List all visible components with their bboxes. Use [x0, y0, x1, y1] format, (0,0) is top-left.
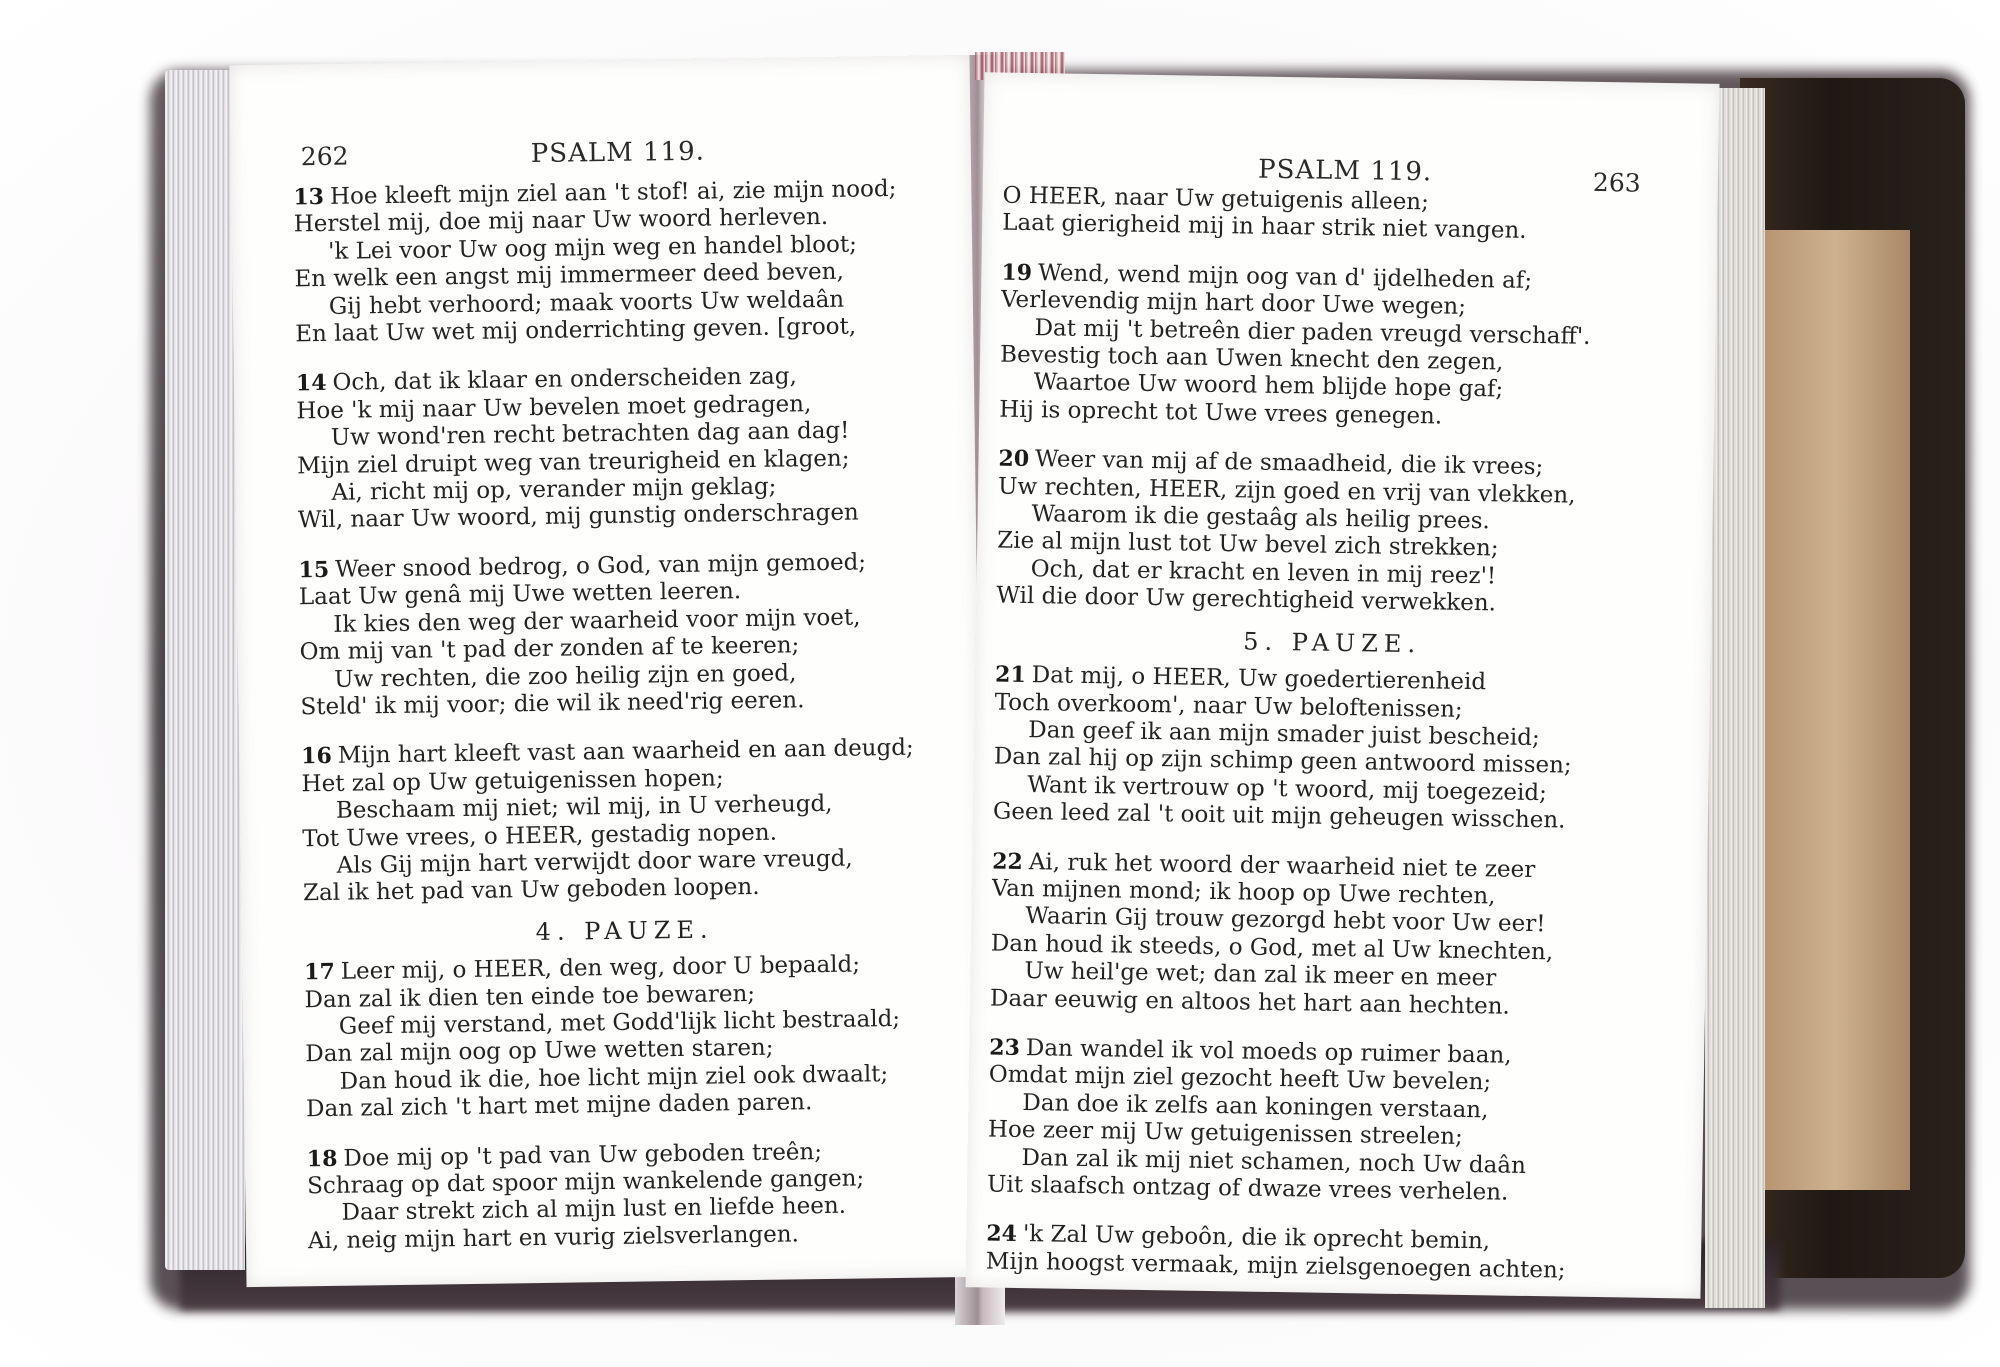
verse-text: Uw heil'ge wet; dan zal ik meer en meer [1024, 958, 1497, 992]
verse-text: Waarom ik die gestaâg als heilig prees. [1031, 501, 1491, 535]
pauze-heading: 4. PAUZE. [535, 915, 714, 946]
stanza-number: 13 [293, 183, 325, 211]
verse-text: Wil die door Uw gerechtigheid verwekken. [996, 582, 1497, 617]
stanza [298, 548, 942, 721]
verse-text: Zie al mijn lust tot Uw bevel zich strekken; [997, 528, 1499, 562]
verse-text: Dat mij, o HEER, Uw goedertierenheid [1031, 662, 1487, 696]
right-page-text [985, 183, 1675, 1309]
stanza [996, 446, 1671, 621]
verse-text: Steld' ik mij voor; die wil ik need'rig eeren. [300, 687, 805, 721]
stanza-number: 16 [300, 743, 332, 770]
verse-text: Uw wond'ren recht betrachten dag aan dag! [330, 417, 850, 452]
verse-text: Mijn hoogst vermaak, mijn zielsgenoegen achten; [985, 1248, 1566, 1284]
verse-text: Doe mij op 't pad van Uw geboden treên; [343, 1138, 823, 1172]
verse-text: Herstel mij, doe mij naar Uw woord herleven. [293, 204, 829, 238]
verse-text: Bevestig toch aan Uwen knecht den zegen, [999, 341, 1504, 376]
verse-text: Mijn ziel druipt weg van treurigheid en klagen; [296, 445, 850, 479]
verse-text: Wil, naar Uw woord, mij gunstig onderschragen [297, 499, 859, 534]
verse-text: Toch overkoom', naar Uw beloftenissen; [994, 689, 1463, 723]
verse-text: En laat Uw wet mij onderrichting geven. [groot, [295, 313, 857, 348]
stanza [296, 362, 940, 535]
stanza [307, 1137, 950, 1256]
verse-text: Ai, neig mijn hart en vurig zielsverlangen. [307, 1221, 800, 1255]
verse-text: 'k Lei voor Uw oog mijn weg en handel bloot; [327, 231, 858, 265]
stanza-number: 23 [989, 1034, 1021, 1061]
verse-text: Dan zal ik mij niet schamen, noch Uw daân [1021, 1144, 1527, 1179]
stanza [1002, 183, 1676, 248]
verse-text: Om mij van 't pad der zonden af te keeren; [299, 632, 800, 666]
left-page [230, 55, 987, 1287]
verse-text: Geen leed zal 't ooit uit mijn geheugen wisschen. [992, 798, 1566, 834]
verse-text: Uw rechten, die zoo heilig zijn en goed, [333, 659, 797, 693]
pauze-heading: 5. PAUZE. [1243, 627, 1422, 658]
verse-text: Ik kies den weg der waarheid voor mijn voet, [333, 604, 861, 638]
verse-text: Hoe kleeft mijn ziel aan 't stof! ai, zie mijn nood; [329, 175, 897, 210]
stanza [999, 259, 1674, 434]
verse-text: Het zal op Uw getuigenissen hopen; [301, 765, 724, 798]
verse-text: 'k Zal Uw geboôn, die ik oprecht bemin, [1022, 1221, 1491, 1255]
verse-text: Dan geef ik aan mijn smader juist bescheid; [1028, 716, 1540, 752]
verse-text: Hoe zeer mij Uw getuigenissen streelen; [987, 1116, 1463, 1151]
verse-text: Och, dat ik klaar en onderscheiden zag, [332, 363, 798, 397]
stanza-number: 18 [306, 1145, 338, 1172]
verse-text: Schraag op dat spoor mijn wankelende gangen; [306, 1165, 865, 1200]
verse-text: Wend, wend mijn oog van d' ijdelheden af; [1037, 259, 1533, 294]
stanza [990, 848, 1665, 1023]
verse-text: Hoe 'k mij naar Uw bevelen moet gedragen, [296, 390, 812, 425]
stanza-number: 15 [298, 556, 330, 584]
verse-text: Leer mij, o HEER, den weg, door U bepaald; [340, 951, 861, 985]
page-number: 263 [1592, 167, 1641, 198]
verse-text: Ai, richt mij op, verander mijn geklag; [331, 473, 777, 506]
verse-text: Laat gierigheid mij in haar strik niet vangen. [1002, 210, 1527, 245]
verse-text: Van mijnen mond; ik hoop op Uwe rechten, [991, 875, 1496, 910]
verse-text: Dan houd ik die, hoe licht mijn ziel ook dwaalt; [339, 1060, 889, 1095]
right-page [966, 72, 1720, 1298]
verse-text: Dan zal mijn oog op Uwe wetten staren; [305, 1035, 774, 1068]
stanza [987, 1034, 1662, 1209]
verse-text: Hij is oprecht tot Uwe vrees genegen. [999, 396, 1443, 430]
stanza [304, 950, 948, 1123]
stanza-number: 21 [994, 661, 1026, 689]
verse-text: Ai, ruk het woord der waarheid niet te zeer [1028, 848, 1536, 883]
verse-text: Beschaam mij niet; wil mij, in U verheugd, [335, 791, 833, 824]
verse-text: Dan zal hij op zijn schimp geen antwoord missen; [993, 743, 1572, 779]
verse-text: Dan houd ik steeds, o God, met al Uw knechten, [990, 930, 1554, 966]
stanza-number: 22 [991, 848, 1024, 875]
verse-text: Als Gij mijn hart verwijdt door ware vreugd, [336, 845, 853, 879]
verse-text: Verlevendig mijn hart door Uwe wegen; [1000, 286, 1467, 321]
verse-text: Omdat mijn ziel gezocht heeft Uw bevelen; [988, 1061, 1492, 1096]
verse-text: Dan zal ik dien ten einde toe bewaren; [304, 980, 756, 1013]
stanza-number: 14 [295, 370, 327, 397]
verse-text: Uit slaafsch ontzag of dwaze vrees verhelen. [986, 1171, 1509, 1206]
verse-text: Waarin Gij trouw gezorgd hebt voor Uw eer! [1025, 903, 1546, 938]
verse-text: Och, dat er kracht en leven in mij reez'! [1030, 555, 1497, 590]
verse-text: En welk een angst mij immermeer deed beven, [294, 258, 844, 293]
verse-text: Tot Uwe vrees, o HEER, gestadig nopen. [302, 819, 778, 852]
verse-text: Uw rechten, HEER, zijn goed en vrij van vlekken, [997, 473, 1576, 509]
verse-text: Zal ik het pad van Uw geboden loopen. [302, 874, 760, 907]
stanza [293, 175, 937, 348]
stanza [986, 1221, 1660, 1286]
stanza-number: 19 [1001, 259, 1033, 286]
stanza-number: 17 [303, 959, 335, 986]
verse-text: Want ik vertrouw op 't woord, mij toegezeid; [1027, 771, 1548, 806]
verse-text: Mijn hart kleeft vast aan waarheid en aan deugd; [337, 735, 914, 770]
verse-text: Dan zal zich 't hart met mijne daden paren. [305, 1089, 813, 1123]
stanza-number: 20 [998, 445, 1030, 473]
verse-text: Dat mij 't betreên dier paden vreugd verschaff'. [1034, 314, 1591, 350]
verse-text: Weer van mij af de smaadheid, die ik vrees; [1034, 446, 1544, 481]
running-head: PSALM 119. [1257, 154, 1433, 188]
stanza [993, 662, 1668, 837]
verse-text: Daar strekt zich al mijn lust en liefde heen. [341, 1193, 847, 1227]
verse-text: Waartoe Uw woord hem blijde hope gaf; [1033, 369, 1504, 403]
verse-text: Weer snood bedrog, o God, van mijn gemoed; [335, 549, 867, 583]
left-page-text [293, 175, 950, 1277]
stanza-number: 24 [986, 1220, 1018, 1248]
stanza [301, 735, 945, 908]
verse-text: Dan wandel ik vol moeds op ruimer baan, [1025, 1035, 1512, 1069]
verse-text: Gij hebt verhoord; maak voorts Uw weldaân [328, 286, 845, 320]
inside-cover-board [1760, 230, 1910, 1190]
verse-text: Daar eeuwig en altoos het hart aan hechten. [989, 985, 1511, 1020]
verse-text: O HEER, naar Uw getuigenis alleen; [1002, 182, 1430, 216]
verse-text: Laat Uw genâ mij Uwe wetten leeren. [298, 578, 742, 611]
page-number: 262 [300, 141, 349, 172]
verse-text: Geef mij verstand, met Godd'lijk licht bestraald; [338, 1005, 901, 1040]
verse-text: Dan doe ik zelfs aan koningen verstaan, [1022, 1089, 1489, 1124]
running-head: PSALM 119. [530, 136, 706, 170]
